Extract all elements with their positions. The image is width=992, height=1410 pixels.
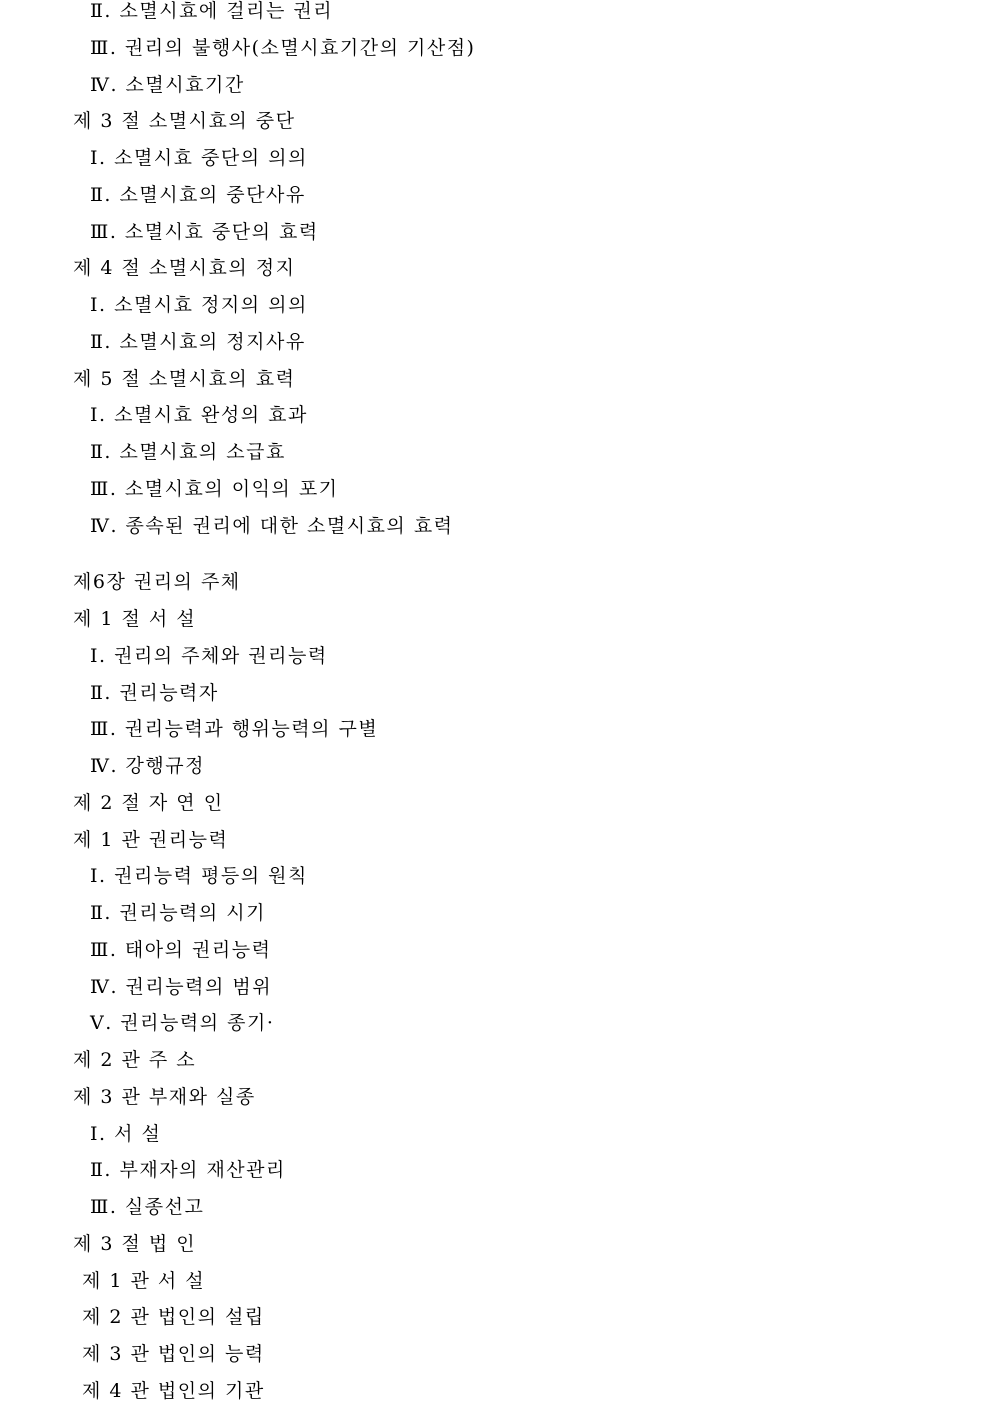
toc-heading: 제 1 관 권리능력 — [73, 828, 229, 851]
toc-heading: 제 1 절 서 설 — [73, 608, 197, 630]
toc-subentry: Ⅱ. 권리능력자 — [90, 681, 219, 704]
toc-subentry: Ⅰ. 서 설 — [90, 1122, 162, 1145]
toc-heading: 제 3 관 법인의 능력 — [82, 1343, 265, 1365]
toc-subentry: Ⅰ. 소멸시효 중단의 의의 — [90, 147, 308, 169]
toc-subentry: Ⅲ. 권리능력과 행위능력의 구별 — [90, 718, 379, 741]
toc-subentry: Ⅰ. 권리의 주체와 권리능력 — [90, 644, 328, 667]
toc-subentry: Ⅲ. 소멸시효의 이익의 포기 — [90, 477, 339, 500]
toc-subentry: Ⅲ. 태아의 권리능력 — [90, 938, 272, 961]
toc-heading: 제 4 관 법인의 기관 — [82, 1379, 265, 1402]
toc-heading: 제 2 관 법인의 설립 — [82, 1306, 265, 1329]
toc-subentry: Ⅳ. 소멸시효기간 — [90, 73, 245, 96]
toc-subentry: Ⅲ. 소멸시효 중단의 효력 — [90, 220, 319, 243]
toc-heading: 제 4 절 소멸시효의 정지 — [73, 257, 296, 280]
toc-subentry: Ⅳ. 강행규정 — [90, 755, 205, 777]
toc-heading: 제 3 관 부재와 실종 — [73, 1085, 256, 1108]
section-gap — [0, 544, 992, 564]
toc-heading: 제 1 관 서 설 — [82, 1269, 206, 1292]
toc-subentry: Ⅰ. 소멸시효 정지의 의의 — [90, 294, 308, 316]
toc-subentry: Ⅰ. 소멸시효 완성의 효과 — [90, 404, 308, 427]
toc-subentry: Ⅱ. 소멸시효에 걸리는 권리 — [90, 0, 334, 22]
toc-heading: 제 3 절 법 인 — [73, 1232, 197, 1255]
toc-subentry: Ⅱ. 소멸시효의 소급효 — [90, 441, 286, 463]
toc-subentry: Ⅱ. 부재자의 재산관리 — [90, 1159, 286, 1182]
toc-subentry: Ⅴ. 권리능력의 종기· — [90, 1012, 275, 1035]
toc-subentry: Ⅱ. 소멸시효의 정지사유 — [90, 330, 306, 353]
toc-heading: 제 5 절 소멸시효의 효력 — [73, 367, 296, 390]
toc-subentry: Ⅳ. 권리능력의 범위 — [90, 975, 273, 998]
toc-subentry: Ⅳ. 종속된 권리에 대한 소멸시효의 효력 — [90, 514, 454, 537]
toc-subentry: Ⅲ. 권리의 불행사(소멸시효기간의 기산점) — [90, 36, 476, 59]
toc-heading: 제 3 절 소멸시효의 중단 — [73, 110, 296, 133]
toc-heading: 제 2 관 주 소 — [73, 1049, 197, 1071]
toc-heading: 제6장 권리의 주체 — [73, 571, 241, 594]
toc-heading: 제 2 절 자 연 인 — [73, 791, 224, 814]
toc-subentry: Ⅱ. 권리능력의 시기 — [90, 902, 267, 924]
toc-subentry: Ⅰ. 권리능력 평등의 원칙 — [90, 865, 308, 888]
toc-subentry: Ⅱ. 소멸시효의 중단사유 — [90, 183, 306, 206]
toc-subentry: Ⅲ. 실종선고 — [90, 1196, 205, 1218]
